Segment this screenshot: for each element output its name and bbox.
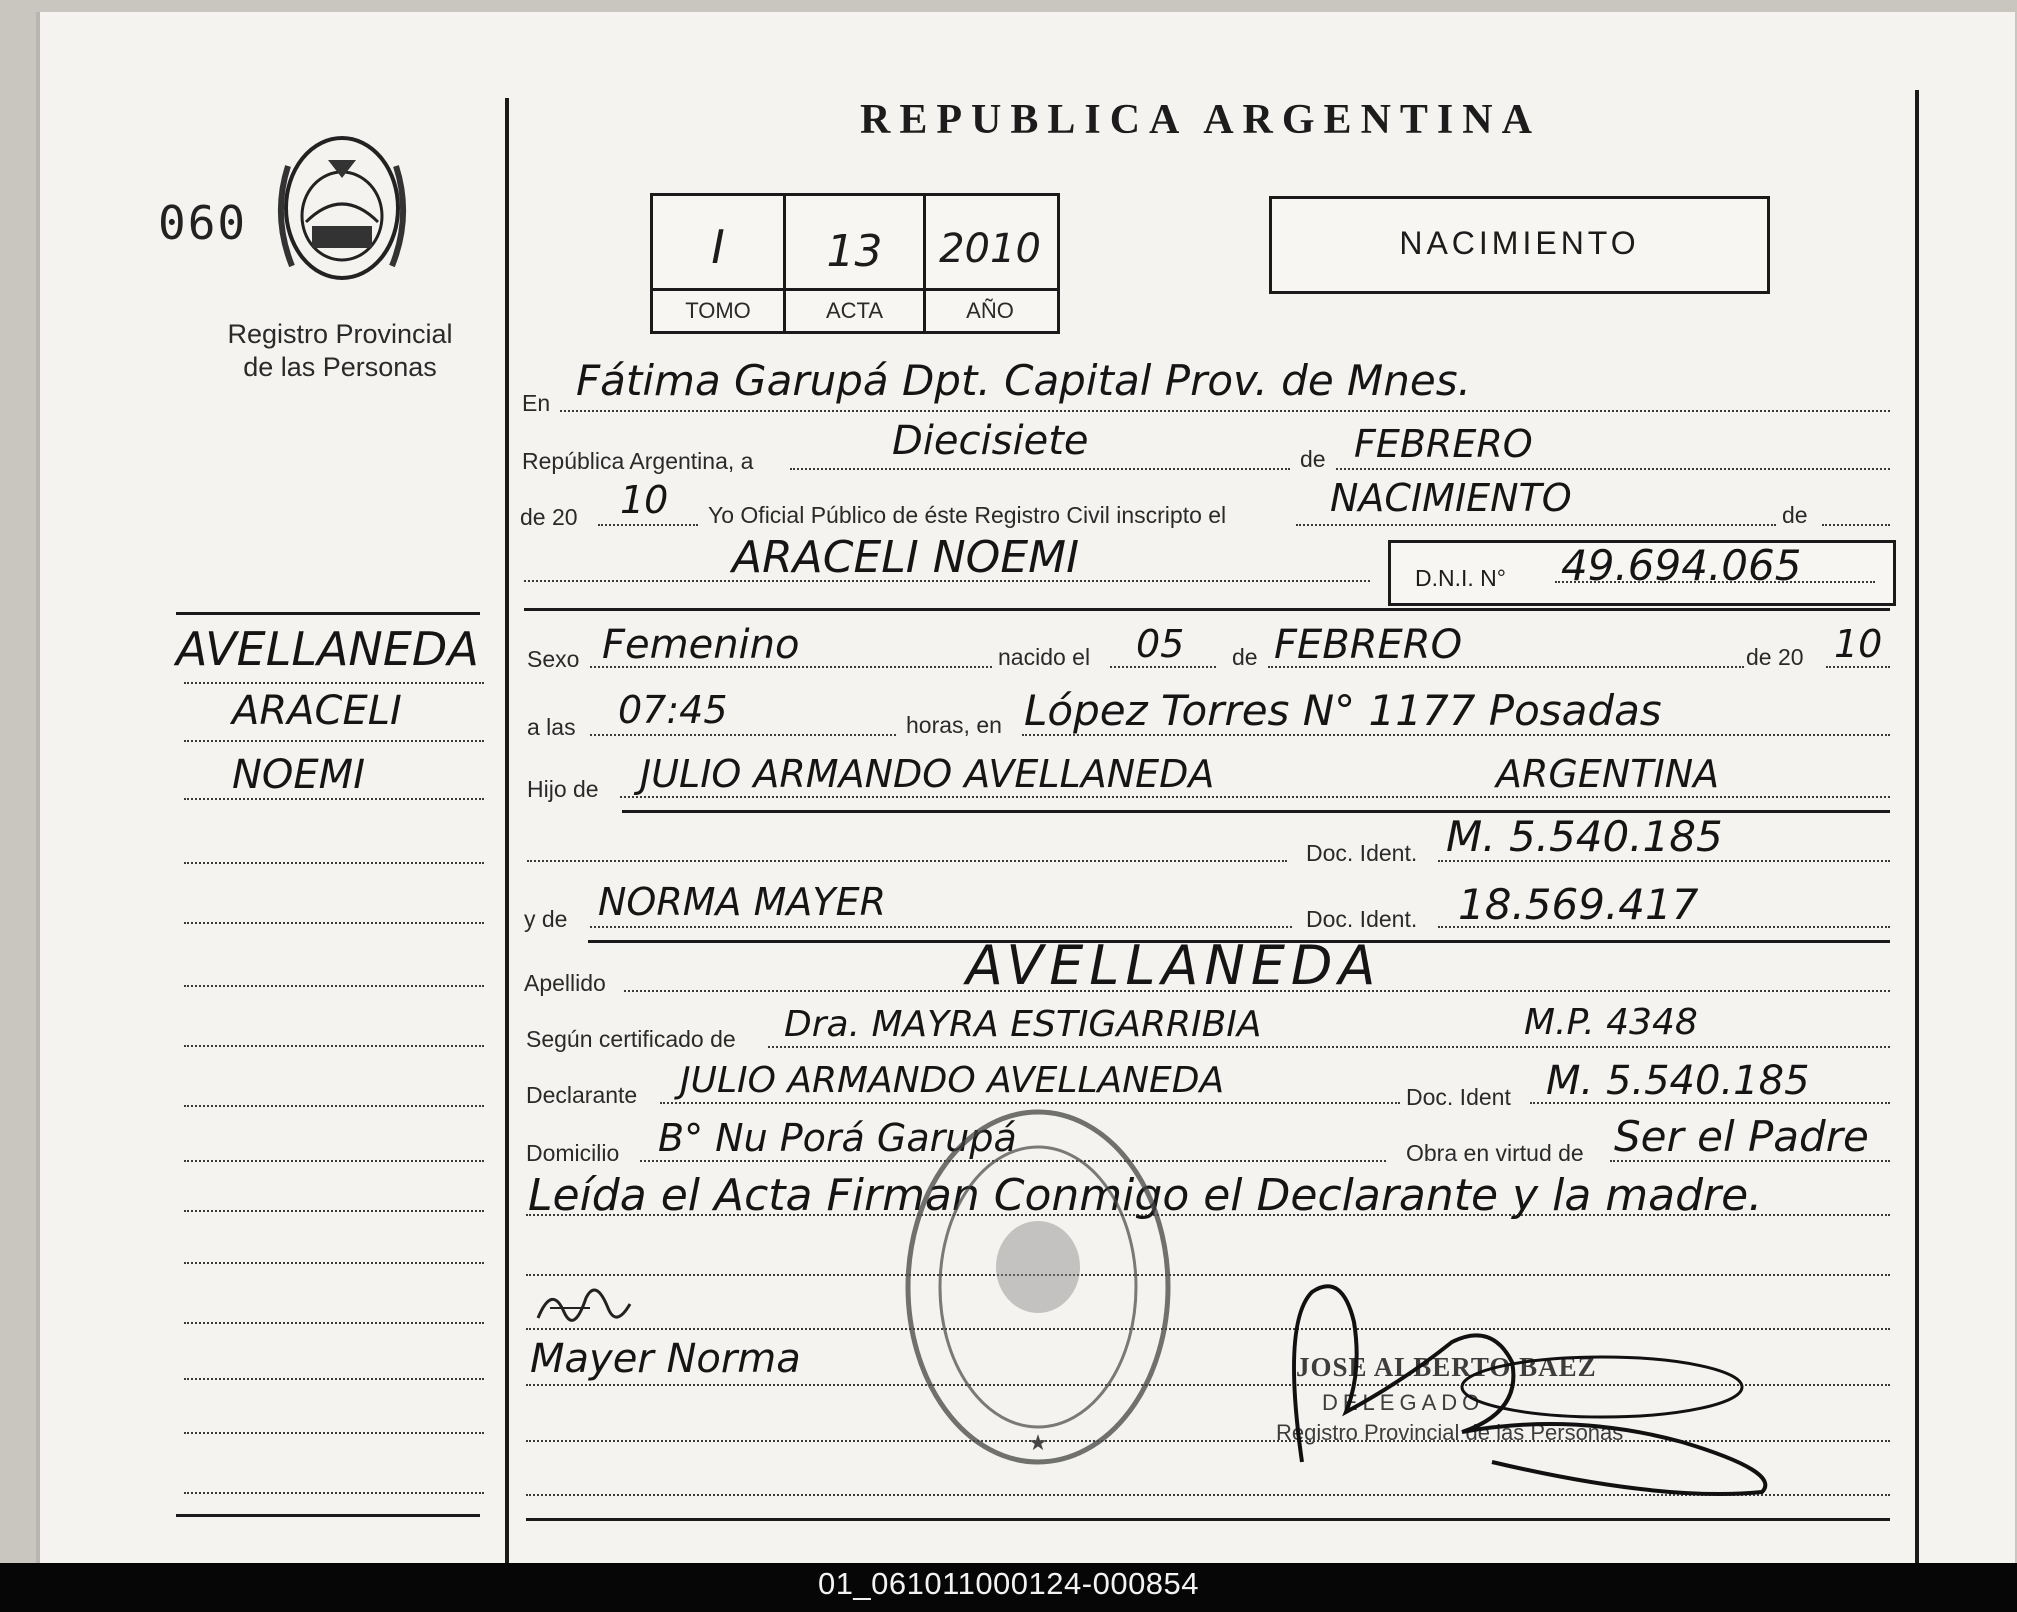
field-line [598, 524, 698, 526]
right-border [1915, 90, 1919, 1563]
label-de-20: de 20 [1746, 644, 1804, 670]
margin-name2: NOEMI [232, 752, 365, 798]
field-line [1110, 666, 1216, 668]
address-value: López Torres N° 1177 Posadas [1024, 686, 1662, 735]
declarant-value: JULIO ARMANDO AVELLANEDA [680, 1060, 1225, 1101]
margin-bottom-rule [176, 1514, 480, 1517]
birth-day-value: 05 [1136, 622, 1185, 666]
mother-signature: Mayer Norma [530, 1336, 801, 1382]
month-value: FEBRERO [1354, 422, 1533, 466]
names-value: ARACELI NOEMI [732, 532, 1080, 583]
misiones-coat-of-arms-icon [262, 126, 422, 296]
record-type-box [1269, 196, 1770, 294]
margin-line [184, 1378, 484, 1380]
label-horas-en: horas, en [906, 712, 1002, 738]
section-rule [524, 608, 1890, 611]
margin-line [184, 985, 484, 987]
place-value: Fátima Garupá Dpt. Capital Prov. de Mnes. [576, 356, 1471, 405]
margin-name1: ARACELI [232, 688, 402, 734]
label-doc-ident: Doc. Ident. [1306, 840, 1418, 866]
margin-line [184, 1322, 484, 1324]
birth-year-value: 10 [1834, 622, 1883, 666]
anio-value: 2010 [939, 226, 1041, 272]
year-suffix-value: 10 [620, 478, 669, 522]
margin-line [184, 1492, 484, 1494]
label-dni: D.N.I. N° [1415, 565, 1506, 591]
field-line [590, 926, 1292, 928]
document-title: REPUBLICA ARGENTINA [860, 97, 1541, 143]
official-office: Registro Provincial de las Personas [1276, 1420, 1624, 1445]
mother-doc-value: 18.569.417 [1458, 880, 1699, 929]
margin-line [184, 1160, 484, 1162]
margin-surname: AVELLANEDA [176, 622, 479, 676]
barcode-id: 01_061011000124-000854 [817, 1566, 1200, 1601]
registry-name [190, 318, 490, 384]
margin-line [184, 740, 484, 742]
label-doc-ident: Doc. Ident [1406, 1084, 1511, 1110]
label-de-20: de 20 [520, 504, 578, 530]
registry-name-line1: Registro Provincial [227, 319, 453, 349]
acta-value: 13 [826, 226, 883, 277]
dni-value: 49.694.065 [1561, 541, 1802, 590]
label-sexo: Sexo [527, 646, 580, 672]
margin-line [184, 1210, 484, 1212]
field-line [560, 410, 1890, 412]
official-signature [1262, 1262, 1812, 1502]
mother-value: NORMA MAYER [598, 880, 887, 924]
record-number-box [650, 193, 1060, 334]
acta-label: ACTA [825, 298, 884, 323]
inscribed-value: NACIMIENTO [1330, 476, 1572, 520]
label-oficial: Yo Oficial Público de éste Registro Civil inscripto el [708, 502, 1227, 528]
margin-line [184, 1262, 484, 1264]
label-republica: República Argentina, a [522, 448, 754, 474]
column-divider [505, 98, 509, 1563]
label-de: de [1300, 446, 1326, 472]
margin-line [184, 922, 484, 924]
label-domicilio: Domicilio [526, 1140, 620, 1166]
margin-top-rule [176, 612, 480, 615]
label-obra: Obra en virtud de [1406, 1140, 1584, 1166]
field-line [527, 860, 1287, 862]
svg-text:★: ★ [1028, 1431, 1048, 1456]
dni-box [1388, 540, 1896, 606]
anio-label: AÑO [966, 298, 1014, 323]
label-en: En [522, 390, 551, 416]
field-line [620, 796, 1890, 798]
record-box-divider [653, 288, 1057, 291]
label-hijo-de: Hijo de [527, 776, 599, 802]
official-name: JOSE ALBERTO BAEZ [1296, 1352, 1597, 1382]
field-line [1822, 524, 1890, 526]
sexo-value: Femenino [602, 622, 800, 668]
margin-line [184, 1105, 484, 1107]
field-line [1336, 468, 1890, 470]
margin-line [184, 1045, 484, 1047]
time-value: 07:45 [618, 688, 728, 732]
birth-month-value: FEBRERO [1274, 622, 1463, 668]
certificate-by-value: Dra. MAYRA ESTIGARRIBIA [784, 1004, 1262, 1045]
margin-line [184, 862, 484, 864]
field-line [790, 468, 1290, 470]
father-nationality-value: ARGENTINA [1496, 752, 1720, 796]
day-words-value: Diecisiete [892, 418, 1089, 464]
obra-value: Ser el Padre [1614, 1112, 1869, 1161]
father-value: JULIO ARMANDO AVELLANEDA [640, 752, 1215, 796]
bottom-rule [526, 1518, 1890, 1521]
initials-signature [530, 1278, 640, 1338]
label-y-de: y de [524, 906, 568, 932]
father-doc-value: M. 5.540.185 [1446, 812, 1723, 861]
field-line [1826, 666, 1890, 668]
label-nacido: nacido el [998, 644, 1091, 670]
record-type: NACIMIENTO [1399, 225, 1640, 261]
certificate-mp-value: M.P. 4348 [1524, 1002, 1698, 1043]
label-de: de [1782, 502, 1808, 528]
margin-line [184, 1432, 484, 1434]
tomo-label: TOMO [685, 298, 751, 323]
label-declarante: Declarante [526, 1082, 638, 1108]
surname-value: AVELLANEDA [966, 934, 1382, 997]
field-line [1296, 524, 1776, 526]
label-de: de [1232, 644, 1258, 670]
field-line [590, 734, 896, 736]
declarant-doc-value: M. 5.540.185 [1546, 1058, 1810, 1104]
label-apellido: Apellido [524, 970, 606, 996]
label-a-las: a las [527, 714, 576, 740]
official-seal-icon [898, 1102, 1178, 1472]
domicilio-value: B° Nu Porá Garupá [658, 1116, 1017, 1160]
margin-stamp-number: 060 [158, 196, 248, 250]
margin-line [184, 682, 484, 684]
margin-line [184, 798, 484, 800]
label-segun: Según certificado de [526, 1026, 736, 1052]
field-line [768, 1046, 1890, 1048]
registry-name-line2: de las Personas [243, 352, 437, 382]
note-value: Leída el Acta Firman Conmigo el Declarante y la madre. [528, 1170, 1763, 1221]
official-title: DELEGADO [1322, 1390, 1485, 1415]
label-doc-ident: Doc. Ident. [1306, 906, 1418, 932]
tomo-value: I [711, 220, 725, 274]
